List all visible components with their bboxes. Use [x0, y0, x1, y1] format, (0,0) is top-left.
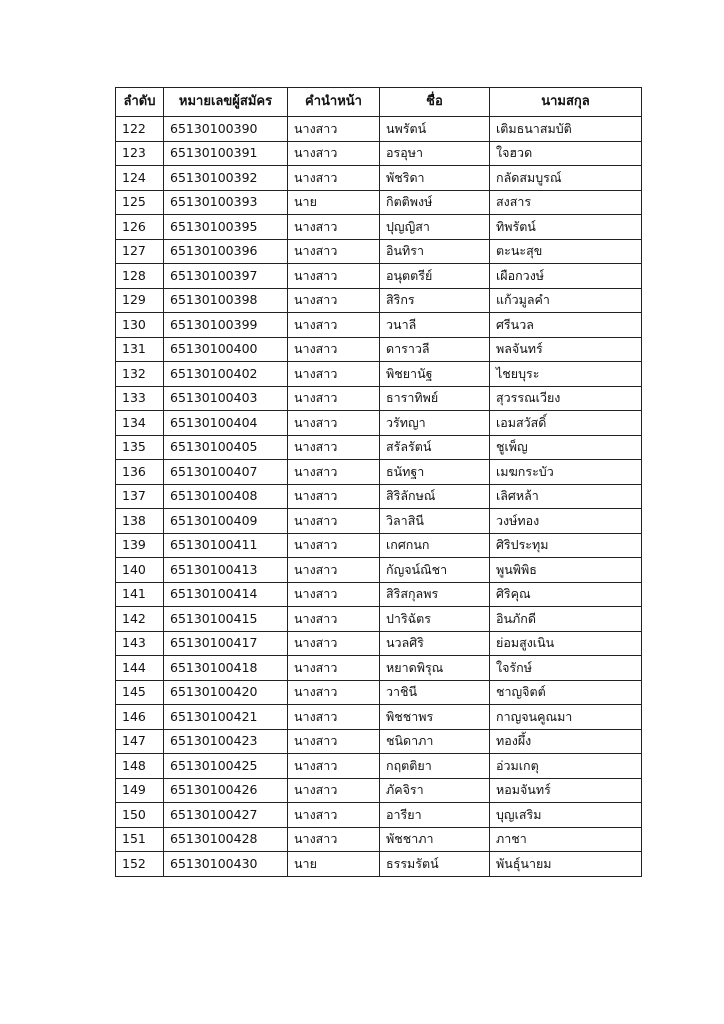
table-row	[116, 215, 642, 240]
cell-applicant-number: 65130100417	[164, 631, 288, 656]
cell-prefix: นางสาว	[288, 582, 380, 607]
cell-prefix: นางสาว	[288, 705, 380, 730]
cell-last-name: ภาชา	[490, 827, 642, 852]
cell-first-name: เกศกนก	[380, 533, 490, 558]
cell-prefix: นางสาว	[288, 288, 380, 313]
cell-order: 122	[116, 117, 164, 142]
table-row	[116, 484, 642, 509]
cell-prefix: นางสาว	[288, 141, 380, 166]
cell-applicant-number: 65130100413	[164, 558, 288, 583]
cell-first-name: พิชยานัฐ	[380, 362, 490, 387]
cell-first-name: ภัคจิรา	[380, 778, 490, 803]
cell-first-name: นวลศิริ	[380, 631, 490, 656]
cell-last-name: เลิศหล้า	[490, 484, 642, 509]
cell-last-name: บุญเสริม	[490, 803, 642, 828]
cell-prefix: นางสาว	[288, 337, 380, 362]
cell-prefix: นางสาว	[288, 827, 380, 852]
cell-order: 150	[116, 803, 164, 828]
applicant-table	[115, 87, 642, 877]
table-row	[116, 558, 642, 583]
cell-last-name: วงษ์ทอง	[490, 509, 642, 534]
table-header	[116, 88, 642, 117]
cell-first-name: นพรัตน์	[380, 117, 490, 142]
cell-applicant-number: 65130100398	[164, 288, 288, 313]
cell-prefix: นางสาว	[288, 754, 380, 779]
cell-applicant-number: 65130100407	[164, 460, 288, 485]
cell-order: 128	[116, 264, 164, 289]
cell-first-name: ธรรมรัตน์	[380, 852, 490, 877]
table-body	[116, 117, 642, 877]
cell-applicant-number: 65130100414	[164, 582, 288, 607]
cell-order: 132	[116, 362, 164, 387]
cell-prefix: นาย	[288, 852, 380, 877]
table-row	[116, 190, 642, 215]
cell-first-name: สรัลรัตน์	[380, 435, 490, 460]
cell-order: 133	[116, 386, 164, 411]
cell-last-name: เมฆกระบัว	[490, 460, 642, 485]
cell-prefix: นางสาว	[288, 166, 380, 191]
table-row	[116, 288, 642, 313]
table-row	[116, 337, 642, 362]
table-row	[116, 313, 642, 338]
cell-last-name: กาญจนคูณมา	[490, 705, 642, 730]
cell-first-name: ธนัทฐา	[380, 460, 490, 485]
cell-order: 130	[116, 313, 164, 338]
cell-applicant-number: 65130100421	[164, 705, 288, 730]
cell-last-name: ชูเพ็ญ	[490, 435, 642, 460]
table-row	[116, 117, 642, 142]
cell-applicant-number: 65130100400	[164, 337, 288, 362]
table-row	[116, 705, 642, 730]
cell-applicant-number: 65130100397	[164, 264, 288, 289]
cell-applicant-number: 65130100395	[164, 215, 288, 240]
table-row	[116, 582, 642, 607]
cell-last-name: พูนพิพิธ	[490, 558, 642, 583]
cell-applicant-number: 65130100408	[164, 484, 288, 509]
cell-first-name: วาชินี	[380, 680, 490, 705]
cell-order: 151	[116, 827, 164, 852]
cell-prefix: นางสาว	[288, 680, 380, 705]
cell-last-name: เอมสวัสดิ์	[490, 411, 642, 436]
cell-first-name: สิริกร	[380, 288, 490, 313]
cell-order: 127	[116, 239, 164, 264]
cell-applicant-number: 65130100393	[164, 190, 288, 215]
cell-applicant-number: 65130100418	[164, 656, 288, 681]
cell-order: 126	[116, 215, 164, 240]
cell-applicant-number: 65130100428	[164, 827, 288, 852]
cell-first-name: อรอุษา	[380, 141, 490, 166]
cell-applicant-number: 65130100402	[164, 362, 288, 387]
cell-first-name: หยาดพิรุณ	[380, 656, 490, 681]
cell-prefix: นางสาว	[288, 803, 380, 828]
cell-last-name: ทิพรัตน์	[490, 215, 642, 240]
cell-last-name: สุวรรณเวียง	[490, 386, 642, 411]
cell-order: 136	[116, 460, 164, 485]
cell-prefix: นางสาว	[288, 533, 380, 558]
cell-prefix: นางสาว	[288, 215, 380, 240]
cell-last-name: ใจฮวด	[490, 141, 642, 166]
cell-first-name: พิชชาพร	[380, 705, 490, 730]
cell-first-name: พัชริดา	[380, 166, 490, 191]
cell-applicant-number: 65130100396	[164, 239, 288, 264]
cell-first-name: อารียา	[380, 803, 490, 828]
cell-first-name: กฤตติยา	[380, 754, 490, 779]
cell-order: 145	[116, 680, 164, 705]
cell-last-name: ย่อมสูงเนิน	[490, 631, 642, 656]
cell-applicant-number: 65130100411	[164, 533, 288, 558]
cell-order: 148	[116, 754, 164, 779]
header-order: ลำดับ	[116, 88, 164, 117]
cell-applicant-number: 65130100427	[164, 803, 288, 828]
table-row	[116, 435, 642, 460]
table-row	[116, 631, 642, 656]
cell-first-name: อนุตตรีย์	[380, 264, 490, 289]
table-row	[116, 460, 642, 485]
table-row	[116, 141, 642, 166]
cell-last-name: ชาญจิตต์	[490, 680, 642, 705]
cell-last-name: กลัดสมบูรณ์	[490, 166, 642, 191]
cell-first-name: ชนิดาภา	[380, 729, 490, 754]
cell-prefix: นางสาว	[288, 558, 380, 583]
cell-applicant-number: 65130100403	[164, 386, 288, 411]
cell-first-name: ปาริฉัตร	[380, 607, 490, 632]
cell-prefix: นางสาว	[288, 631, 380, 656]
cell-order: 129	[116, 288, 164, 313]
cell-order: 137	[116, 484, 164, 509]
cell-order: 125	[116, 190, 164, 215]
cell-prefix: นางสาว	[288, 362, 380, 387]
table-row	[116, 827, 642, 852]
cell-order: 142	[116, 607, 164, 632]
cell-order: 131	[116, 337, 164, 362]
cell-first-name: วนาลี	[380, 313, 490, 338]
cell-applicant-number: 65130100423	[164, 729, 288, 754]
table-row	[116, 680, 642, 705]
cell-last-name: เติมธนาสมบัติ	[490, 117, 642, 142]
cell-prefix: นางสาว	[288, 460, 380, 485]
cell-order: 140	[116, 558, 164, 583]
table-row	[116, 607, 642, 632]
table-row	[116, 778, 642, 803]
cell-prefix: นางสาว	[288, 264, 380, 289]
cell-first-name: ดาราวลี	[380, 337, 490, 362]
cell-order: 143	[116, 631, 164, 656]
header-last-name: นามสกุล	[490, 88, 642, 117]
header-row	[116, 88, 642, 117]
cell-order: 138	[116, 509, 164, 534]
cell-first-name: สิริลักษณ์	[380, 484, 490, 509]
cell-first-name: ปุญญิสา	[380, 215, 490, 240]
header-first-name: ชื่อ	[380, 88, 490, 117]
cell-prefix: นางสาว	[288, 778, 380, 803]
cell-prefix: นางสาว	[288, 484, 380, 509]
cell-order: 147	[116, 729, 164, 754]
cell-first-name: กิตติพงษ์	[380, 190, 490, 215]
cell-order: 139	[116, 533, 164, 558]
cell-applicant-number: 65130100415	[164, 607, 288, 632]
cell-applicant-number: 65130100405	[164, 435, 288, 460]
cell-applicant-number: 65130100420	[164, 680, 288, 705]
cell-applicant-number: 65130100390	[164, 117, 288, 142]
table-row	[116, 264, 642, 289]
cell-order: 123	[116, 141, 164, 166]
cell-prefix: นางสาว	[288, 411, 380, 436]
cell-last-name: หอมจันทร์	[490, 778, 642, 803]
cell-last-name: ไชยบุระ	[490, 362, 642, 387]
table-row	[116, 362, 642, 387]
cell-applicant-number: 65130100399	[164, 313, 288, 338]
cell-applicant-number: 65130100404	[164, 411, 288, 436]
cell-prefix: นางสาว	[288, 313, 380, 338]
cell-applicant-number: 65130100426	[164, 778, 288, 803]
cell-order: 146	[116, 705, 164, 730]
cell-first-name: วิลาสินี	[380, 509, 490, 534]
table-row	[116, 656, 642, 681]
header-prefix: คำนำหน้า	[288, 88, 380, 117]
cell-order: 152	[116, 852, 164, 877]
cell-first-name: ธาราทิพย์	[380, 386, 490, 411]
cell-first-name: วรัทญา	[380, 411, 490, 436]
cell-order: 144	[116, 656, 164, 681]
header-applicant-number: หมายเลขผู้สมัคร	[164, 88, 288, 117]
cell-prefix: นางสาว	[288, 435, 380, 460]
cell-prefix: นางสาว	[288, 239, 380, 264]
cell-last-name: ตะนะสุข	[490, 239, 642, 264]
table-row	[116, 803, 642, 828]
cell-order: 149	[116, 778, 164, 803]
cell-first-name: กัญจน์ณิชา	[380, 558, 490, 583]
cell-prefix: นางสาว	[288, 386, 380, 411]
cell-first-name: อินทิรา	[380, 239, 490, 264]
cell-last-name: พันธุ์นายม	[490, 852, 642, 877]
cell-applicant-number: 65130100430	[164, 852, 288, 877]
cell-last-name: ทองผึ้ง	[490, 729, 642, 754]
cell-order: 124	[116, 166, 164, 191]
table-row	[116, 852, 642, 877]
cell-order: 135	[116, 435, 164, 460]
cell-first-name: พัชชาภา	[380, 827, 490, 852]
cell-applicant-number: 65130100425	[164, 754, 288, 779]
table-row	[116, 166, 642, 191]
cell-last-name: ศิริประทุม	[490, 533, 642, 558]
cell-last-name: สงสาร	[490, 190, 642, 215]
table-row	[116, 386, 642, 411]
table-row	[116, 729, 642, 754]
cell-prefix: นาย	[288, 190, 380, 215]
cell-last-name: เผือกวงษ์	[490, 264, 642, 289]
cell-prefix: นางสาว	[288, 117, 380, 142]
table-row	[116, 411, 642, 436]
table-row	[116, 509, 642, 534]
table-row	[116, 239, 642, 264]
cell-order: 134	[116, 411, 164, 436]
cell-order: 141	[116, 582, 164, 607]
table-row	[116, 533, 642, 558]
cell-first-name: สิริสกุลพร	[380, 582, 490, 607]
table-row	[116, 754, 642, 779]
cell-last-name: อ่วมเกตุ	[490, 754, 642, 779]
cell-last-name: แก้วมูลคำ	[490, 288, 642, 313]
cell-prefix: นางสาว	[288, 509, 380, 534]
cell-applicant-number: 65130100409	[164, 509, 288, 534]
cell-prefix: นางสาว	[288, 729, 380, 754]
cell-applicant-number: 65130100392	[164, 166, 288, 191]
cell-applicant-number: 65130100391	[164, 141, 288, 166]
cell-prefix: นางสาว	[288, 656, 380, 681]
cell-last-name: ศรีนวล	[490, 313, 642, 338]
cell-prefix: นางสาว	[288, 607, 380, 632]
cell-last-name: พลจันทร์	[490, 337, 642, 362]
cell-last-name: ศิริคุณ	[490, 582, 642, 607]
cell-last-name: อินภักดี	[490, 607, 642, 632]
cell-last-name: ใจรักษ์	[490, 656, 642, 681]
